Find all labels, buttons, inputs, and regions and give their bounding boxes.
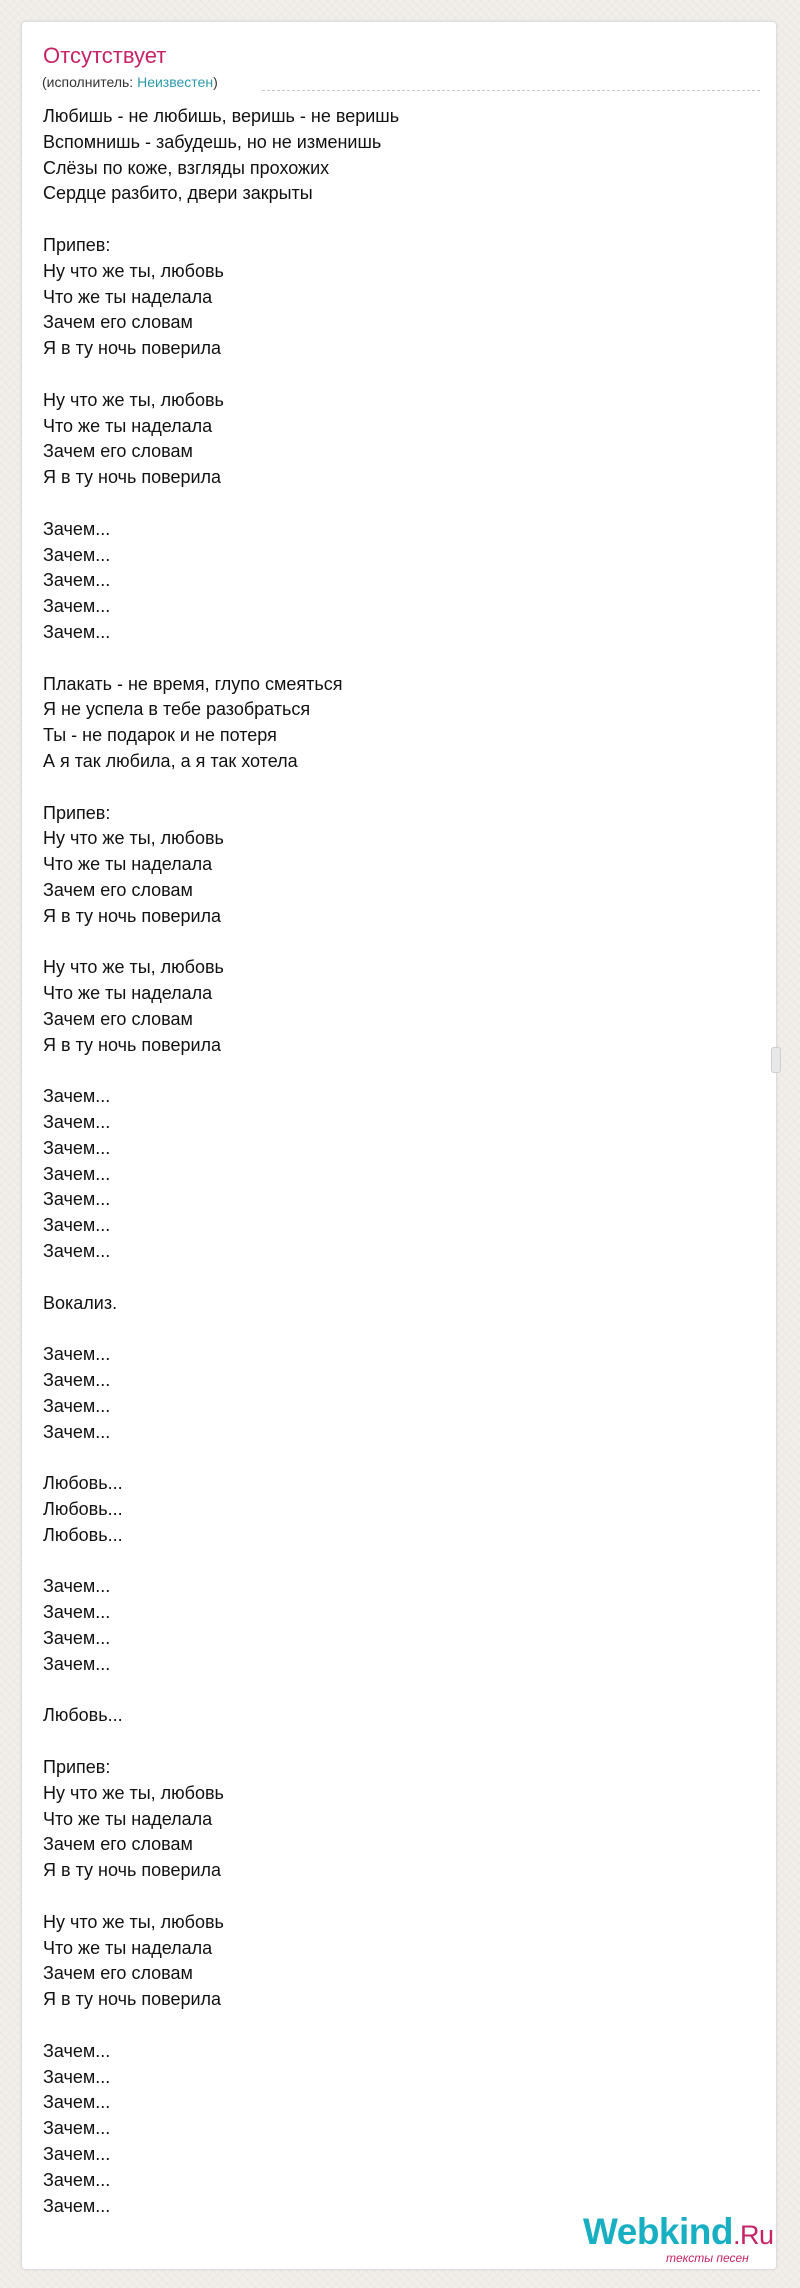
- lyrics-line: Зачем...: [43, 2169, 111, 2190]
- lyrics-line: Что же ты наделала: [43, 415, 213, 436]
- lyrics-blank-line: [43, 1445, 399, 1471]
- lyrics-line: Что же ты наделала: [43, 1808, 213, 1829]
- lyrics-line: Припев:: [43, 234, 111, 255]
- lyrics-line: Ты - не подарок и не потеря: [43, 725, 277, 746]
- logo-wordmark: [583, 2211, 774, 2256]
- lyrics-line: Что же ты наделала: [43, 854, 213, 875]
- lyrics-line: Я в ту ночь поверила: [43, 467, 222, 488]
- lyrics-line: Любишь - не любишь, веришь - не веришь: [43, 106, 400, 126]
- song-title: Отсутствует: [43, 43, 167, 68]
- lyrics-card: [21, 21, 777, 2270]
- artist-prefix: (исполнитель:: [42, 74, 138, 90]
- lyrics-blank-line: [43, 1549, 399, 1575]
- lyrics-line: Зачем...: [43, 2143, 111, 2164]
- lyrics-line: Припев:: [43, 802, 111, 823]
- lyrics-blank-line: [43, 1678, 399, 1704]
- lyrics-line: Зачем его словам: [43, 1963, 193, 1984]
- lyrics-line: Зачем...: [43, 596, 111, 617]
- artist-suffix: ): [213, 74, 218, 90]
- lyrics-blank-line: [43, 2013, 399, 2039]
- lyrics-line: Любовь...: [43, 1499, 123, 1520]
- lyrics-blank-line: [43, 930, 399, 956]
- lyrics-line: Я в ту ночь поверила: [43, 338, 222, 359]
- lyrics-blank-line: [43, 775, 399, 801]
- lyrics-line: Ну что же ты, любовь: [43, 389, 224, 410]
- lyrics-line: Ну что же ты, любовь: [43, 957, 224, 978]
- lyrics-line: Зачем...: [43, 1086, 111, 1107]
- lyrics-line: Зачем...: [43, 1189, 111, 1210]
- lyrics-line: Вспомнишь - забудешь, но не изменишь: [43, 131, 382, 152]
- lyrics-blank-line: [43, 646, 399, 672]
- lyrics-line: Зачем...: [43, 544, 111, 565]
- lyrics-line: Плакать - не время, глупо смеяться: [43, 673, 343, 694]
- lyrics-line: Что же ты наделала: [43, 286, 213, 307]
- lyrics-line: Зачем...: [43, 2092, 111, 2113]
- lyrics-line: Зачем...: [43, 518, 111, 539]
- title-divider: [262, 90, 760, 91]
- lyrics-line: Вокализ.: [43, 1292, 118, 1313]
- lyrics-line: Я в ту ночь поверила: [43, 1860, 222, 1881]
- webkind-logo[interactable]: [583, 2211, 795, 2267]
- lyrics-line: А я так любила, а я так хотела: [43, 750, 298, 771]
- lyrics-line: Зачем...: [43, 1421, 111, 1442]
- lyrics-line: Зачем...: [43, 1137, 111, 1158]
- lyrics-line: Зачем...: [43, 1602, 111, 1623]
- lyrics-line: Что же ты наделала: [43, 983, 213, 1004]
- lyrics-blank-line: [43, 1729, 399, 1755]
- lyrics-blank-line: [43, 491, 399, 517]
- lyrics-line: Зачем его словам: [43, 1008, 193, 1029]
- lyrics-line: Зачем его словам: [43, 312, 193, 333]
- lyrics-line: Я в ту ночь поверила: [43, 905, 222, 926]
- lyrics-line: Зачем...: [43, 1653, 111, 1674]
- lyrics-line: Любовь...: [43, 1705, 123, 1726]
- lyrics-line: Я в ту ночь поверила: [43, 1989, 222, 2010]
- lyrics-line: Зачем...: [43, 1215, 111, 1236]
- side-scroll-tab[interactable]: [771, 1047, 781, 1073]
- lyrics-line: Зачем...: [43, 1163, 111, 1184]
- lyrics-text: [43, 104, 399, 2219]
- lyrics-line: Зачем его словам: [43, 441, 193, 462]
- logo-tld: .Ru: [733, 2220, 774, 2250]
- lyrics-line: Зачем...: [43, 1344, 111, 1365]
- lyrics-line: Зачем...: [43, 2118, 111, 2139]
- lyrics-line: Любовь...: [43, 1524, 123, 1545]
- lyrics-line: Зачем...: [43, 2066, 111, 2087]
- lyrics-line: Ну что же ты, любовь: [43, 1911, 224, 1932]
- lyrics-line: Что же ты наделала: [43, 1937, 213, 1958]
- lyrics-line: Ну что же ты, любовь: [43, 828, 224, 849]
- lyrics-line: Зачем...: [43, 2040, 111, 2061]
- lyrics-line: Зачем...: [43, 2195, 111, 2216]
- artist-link[interactable]: Неизвестен: [137, 74, 214, 90]
- lyrics-line: Зачем...: [43, 621, 111, 642]
- lyrics-line: Зачем...: [43, 1241, 111, 1262]
- lyrics-line: Слёзы по коже, взгляды прохожих: [43, 157, 330, 178]
- lyrics-line: Ну что же ты, любовь: [43, 260, 224, 281]
- lyrics-line: Любовь...: [43, 1473, 123, 1494]
- lyrics-line: Я в ту ночь поверила: [43, 1034, 222, 1055]
- lyrics-line: Зачем его словам: [43, 1834, 193, 1855]
- lyrics-line: Зачем...: [43, 1112, 111, 1133]
- lyrics-blank-line: [43, 207, 399, 233]
- logo-brand: Webkind: [583, 2211, 733, 2252]
- lyrics-blank-line: [43, 1265, 399, 1291]
- logo-tagline: тексты песен: [666, 2251, 749, 2265]
- lyrics-line: Зачем его словам: [43, 879, 193, 900]
- lyrics-line: Зачем...: [43, 570, 111, 591]
- artist-line: [42, 73, 218, 91]
- lyrics-blank-line: [43, 1058, 399, 1084]
- lyrics-line: Зачем...: [43, 1395, 111, 1416]
- lyrics-line: Ну что же ты, любовь: [43, 1782, 224, 1803]
- lyrics-blank-line: [43, 362, 399, 388]
- lyrics-blank-line: [43, 1884, 399, 1910]
- lyrics-line: Сердце разбито, двери закрыты: [43, 183, 313, 204]
- lyrics-line: Зачем...: [43, 1370, 111, 1391]
- lyrics-line: Припев:: [43, 1757, 111, 1777]
- lyrics-blank-line: [43, 1316, 399, 1342]
- lyrics-line: Зачем...: [43, 1576, 111, 1597]
- lyrics-line: Я не успела в тебе разобраться: [43, 699, 311, 720]
- lyrics-line: Зачем...: [43, 1628, 111, 1649]
